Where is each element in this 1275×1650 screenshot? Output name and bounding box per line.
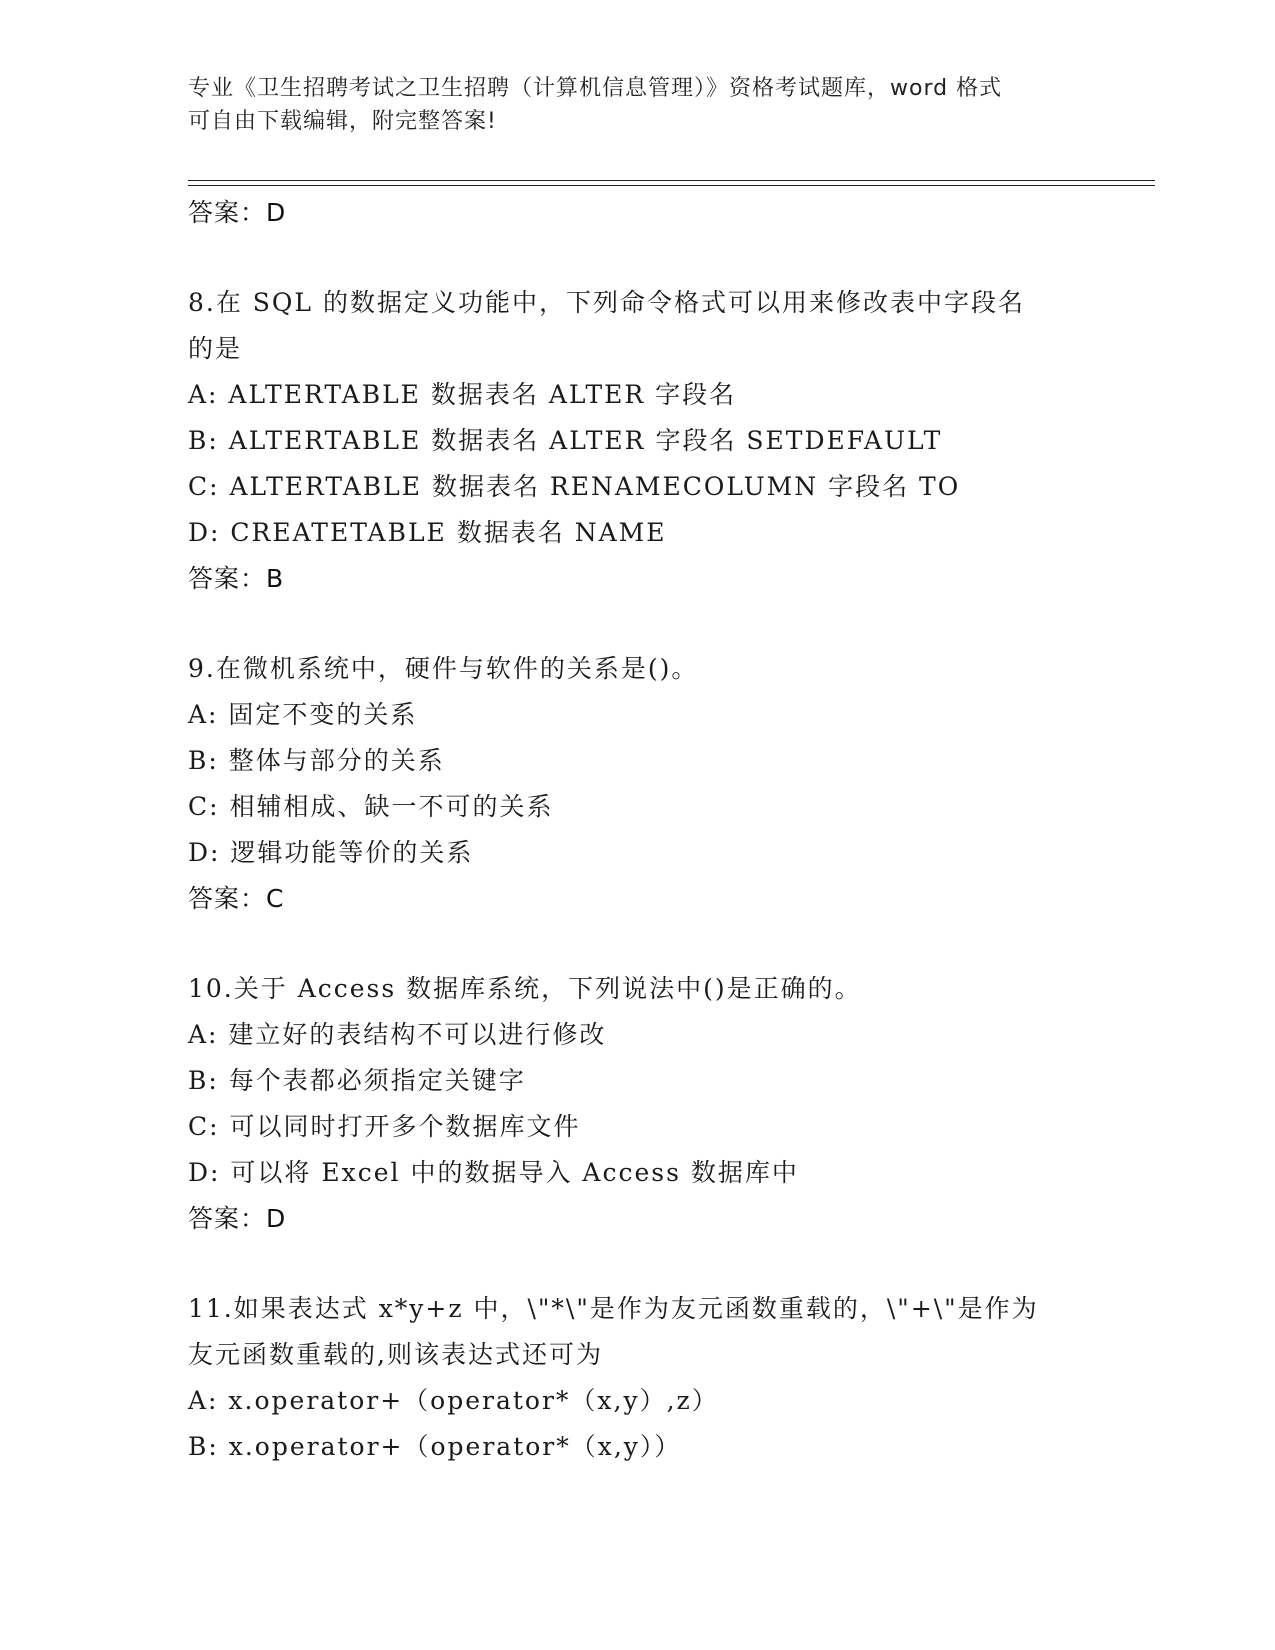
previous-answer: 答案：D	[188, 198, 287, 227]
question-8	[188, 280, 1148, 602]
option-a: A: ALTERTABLE 数据表名 ALTER 字段名	[188, 380, 737, 409]
option-a: A: 建立好的表结构不可以进行修改	[188, 1020, 607, 1049]
option-b: B: 每个表都必须指定关键字	[188, 1066, 526, 1095]
option-c: C: ALTERTABLE 数据表名 RENAMECOLUMN 字段名 TO	[188, 472, 961, 501]
answer: 答案：B	[188, 564, 285, 593]
question-stem: 8.在 SQL 的数据定义功能中，下列命令格式可以用来修改表中字段名	[188, 288, 1025, 317]
question-11	[188, 1286, 1148, 1470]
question-stem: 的是	[188, 334, 243, 363]
answer: 答案：C	[188, 884, 285, 913]
option-c: C: 可以同时打开多个数据库文件	[188, 1112, 581, 1141]
option-d: D: 可以将 Excel 中的数据导入 Access 数据库中	[188, 1158, 799, 1187]
header-line-1: 专业《卫生招聘考试之卫生招聘（计算机信息管理）》资格考试题库，word 格式	[188, 76, 1003, 101]
question-list	[188, 190, 1148, 1470]
question-10	[188, 966, 1148, 1242]
question-stem: 9.在微机系统中，硬件与软件的关系是()。	[188, 654, 699, 683]
question-stem: 10.关于 Access 数据库系统，下列说法中()是正确的。	[188, 974, 862, 1003]
option-b: B: x.operator+（operator*（x,y））	[188, 1432, 682, 1461]
option-d: D: CREATETABLE 数据表名 NAME	[188, 518, 667, 547]
option-b: B: ALTERTABLE 数据表名 ALTER 字段名 SETDEFAULT	[188, 426, 943, 455]
header-line-2: 可自由下载编辑，附完整答案!	[188, 109, 497, 134]
option-a: A: x.operator+（operator*（x,y）,z）	[188, 1386, 719, 1415]
option-b: B: 整体与部分的关系	[188, 746, 445, 775]
question-stem: 友元函数重载的,则该表达式还可为	[188, 1340, 603, 1369]
header-divider-bottom	[188, 185, 1155, 186]
option-d: D: 逻辑功能等价的关系	[188, 838, 474, 867]
question-9	[188, 646, 1148, 922]
option-a: A: 固定不变的关系	[188, 700, 418, 729]
answer: 答案：D	[188, 1204, 287, 1233]
option-c: C: 相辅相成、缺一不可的关系	[188, 792, 554, 821]
document-header	[188, 72, 1088, 138]
question-stem: 11.如果表达式 x*y+z 中，\"*\"是作为友元函数重载的，\"+\"是作为	[188, 1294, 1039, 1323]
header-divider-top	[188, 180, 1155, 181]
